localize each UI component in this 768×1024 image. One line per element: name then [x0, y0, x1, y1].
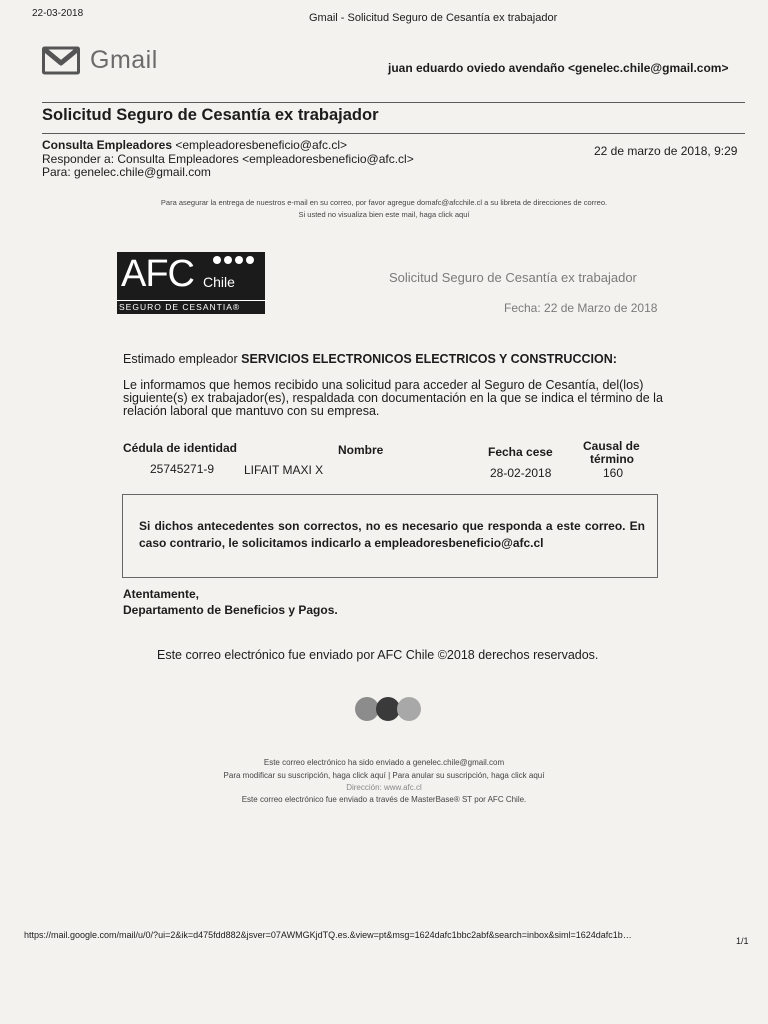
notice-text: Si dichos antecedentes son correctos, no es necesario que responda a este correo. En caso contrario, le solicitamos indicarlo a empleadoresbeneficio@afc.cl	[139, 519, 645, 550]
afc-logo-country: Chile	[203, 274, 235, 290]
page-number: 1/1	[736, 936, 749, 946]
fine-print-4: Este correo electrónico fue enviado a través de MasterBase® ST por AFC Chile.	[241, 795, 527, 804]
preheader-line-1: Para asegurar la entrega de nuestros e-mail en su correo, por favor agregue domafc@afcchile.cl a su libreta de direcciones de correo.	[160, 198, 608, 207]
cell-cedula: 25745271-9	[150, 462, 215, 476]
to-line: Para: genelec.chile@gmail.com	[42, 165, 211, 179]
gmail-brand: Gmail	[90, 45, 158, 74]
banner-date: Fecha: 22 de Marzo de 2018	[504, 301, 658, 315]
banner-title: Solicitud Seguro de Cesantía ex trabajador	[389, 270, 637, 285]
account-name: juan eduardo oviedo avendaño <genelec.chile@gmail.com>	[388, 61, 729, 75]
footer-dots	[355, 697, 418, 721]
header-divider	[42, 102, 745, 103]
preheader-line-2[interactable]: Si usted no visualiza bien este mail, haga click aquí	[298, 210, 470, 219]
print-date: 22-03-2018	[32, 8, 84, 19]
header-nombre: Nombre	[338, 443, 384, 457]
fine-print-3[interactable]: Dirección: www.afc.cl	[346, 783, 422, 792]
closing: Atentamente,	[123, 587, 200, 601]
gmail-envelope-icon	[42, 45, 80, 75]
fine-print-2[interactable]: Para modificar su suscripción, haga click aquí | Para anular su suscripción, haga click aquí	[223, 771, 545, 780]
from-name: Consulta Empleadores	[42, 138, 173, 152]
department: Departamento de Beneficios y Pagos.	[123, 603, 338, 617]
afc-logo-tagline: SEGURO DE CESANTIA®	[117, 300, 267, 314]
header-fecha: Fecha cese	[488, 445, 553, 459]
print-title: Gmail - Solicitud Seguro de Cesantía ex trabajador	[309, 12, 558, 24]
cell-causal: 160	[603, 466, 624, 480]
cell-nombre: LIFAIT MAXI X	[244, 463, 324, 477]
afc-logo-dots	[213, 256, 254, 264]
reply-to-line: Responder a: Consulta Empleadores <empleadoresbeneficio@afc.cl>	[42, 152, 414, 166]
print-url: https://mail.google.com/mail/u/0/?ui=2&ik=d475fdd882&jsver=07AWMGKjdTQ.es.&view=pt&msg=1624dafc1bbc2abf&search=inbox&siml=1624dafc1b…	[24, 930, 632, 940]
greeting	[123, 352, 617, 366]
from-address: <empleadoresbeneficio@afc.cl>	[175, 138, 347, 152]
subject-divider	[42, 133, 745, 134]
header-causal-2: término	[590, 452, 635, 466]
cell-fecha: 28-02-2018	[490, 466, 552, 480]
employer-name: SERVICIOS ELECTRONICOS ELECTRICOS Y CONSTRUCCION:	[241, 352, 617, 366]
dot-right	[397, 697, 421, 721]
notice-box	[122, 494, 658, 578]
fine-print-1: Este correo electrónico ha sido enviado a genelec.chile@gmail.com	[263, 758, 505, 767]
header-causal-1: Causal de	[583, 439, 640, 453]
from-line	[42, 138, 347, 152]
email-subject: Solicitud Seguro de Cesantía ex trabajador	[42, 106, 379, 124]
gmail-logo	[42, 45, 158, 75]
sent-date: 22 de marzo de 2018, 9:29	[594, 144, 738, 158]
greeting-prefix: Estimado empleador	[123, 352, 238, 366]
body-paragraph: Le informamos que hemos recibido una solicitud para acceder al Seguro de Cesantía, del(los) siguiente(s) ex trabajador(es), respaldada con documentación en la que se indica el término de la relación laboral que mantuvo con su empresa.	[123, 378, 663, 418]
afc-logo-letters: AFC	[121, 253, 194, 295]
afc-logo	[117, 252, 265, 314]
header-cedula: Cédula de identidad	[123, 441, 238, 455]
footer-note: Este correo electrónico fue enviado por AFC Chile ©2018 derechos reservados.	[157, 648, 599, 662]
